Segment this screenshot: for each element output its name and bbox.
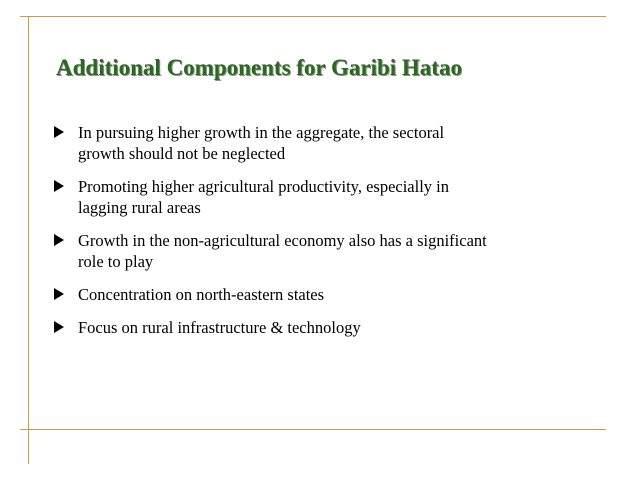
bottom-horizontal-rule [20, 429, 606, 430]
bullet-line: role to play [78, 252, 154, 271]
bullet-item [54, 317, 594, 338]
bullet-item [54, 230, 594, 272]
bullet-item [54, 176, 594, 218]
left-vertical-rule [28, 16, 29, 464]
triangle-bullet-icon [54, 288, 64, 300]
triangle-bullet-icon [54, 321, 64, 333]
bullet-item [54, 122, 594, 164]
triangle-bullet-icon [54, 180, 64, 192]
bullet-line: Concentration on north-eastern states [78, 285, 325, 304]
bullet-list [54, 122, 594, 338]
top-horizontal-rule [20, 16, 606, 17]
slide-title: Additional Components for Garibi Hatao [56, 55, 462, 80]
bullet-line: Promoting higher agricultural productivity, especially in [78, 177, 450, 196]
bullet-line: In pursuing higher growth in the aggregate, the sectoral [78, 123, 445, 142]
bullet-line: Focus on rural infrastructure & technology [78, 318, 361, 337]
bullet-line: lagging rural areas [78, 198, 201, 217]
bullet-item [54, 284, 594, 305]
bullet-line: growth should not be neglected [78, 144, 286, 163]
bullet-line: Growth in the non-agricultural economy also has a significant [78, 231, 487, 250]
triangle-bullet-icon [54, 126, 64, 138]
triangle-bullet-icon [54, 234, 64, 246]
